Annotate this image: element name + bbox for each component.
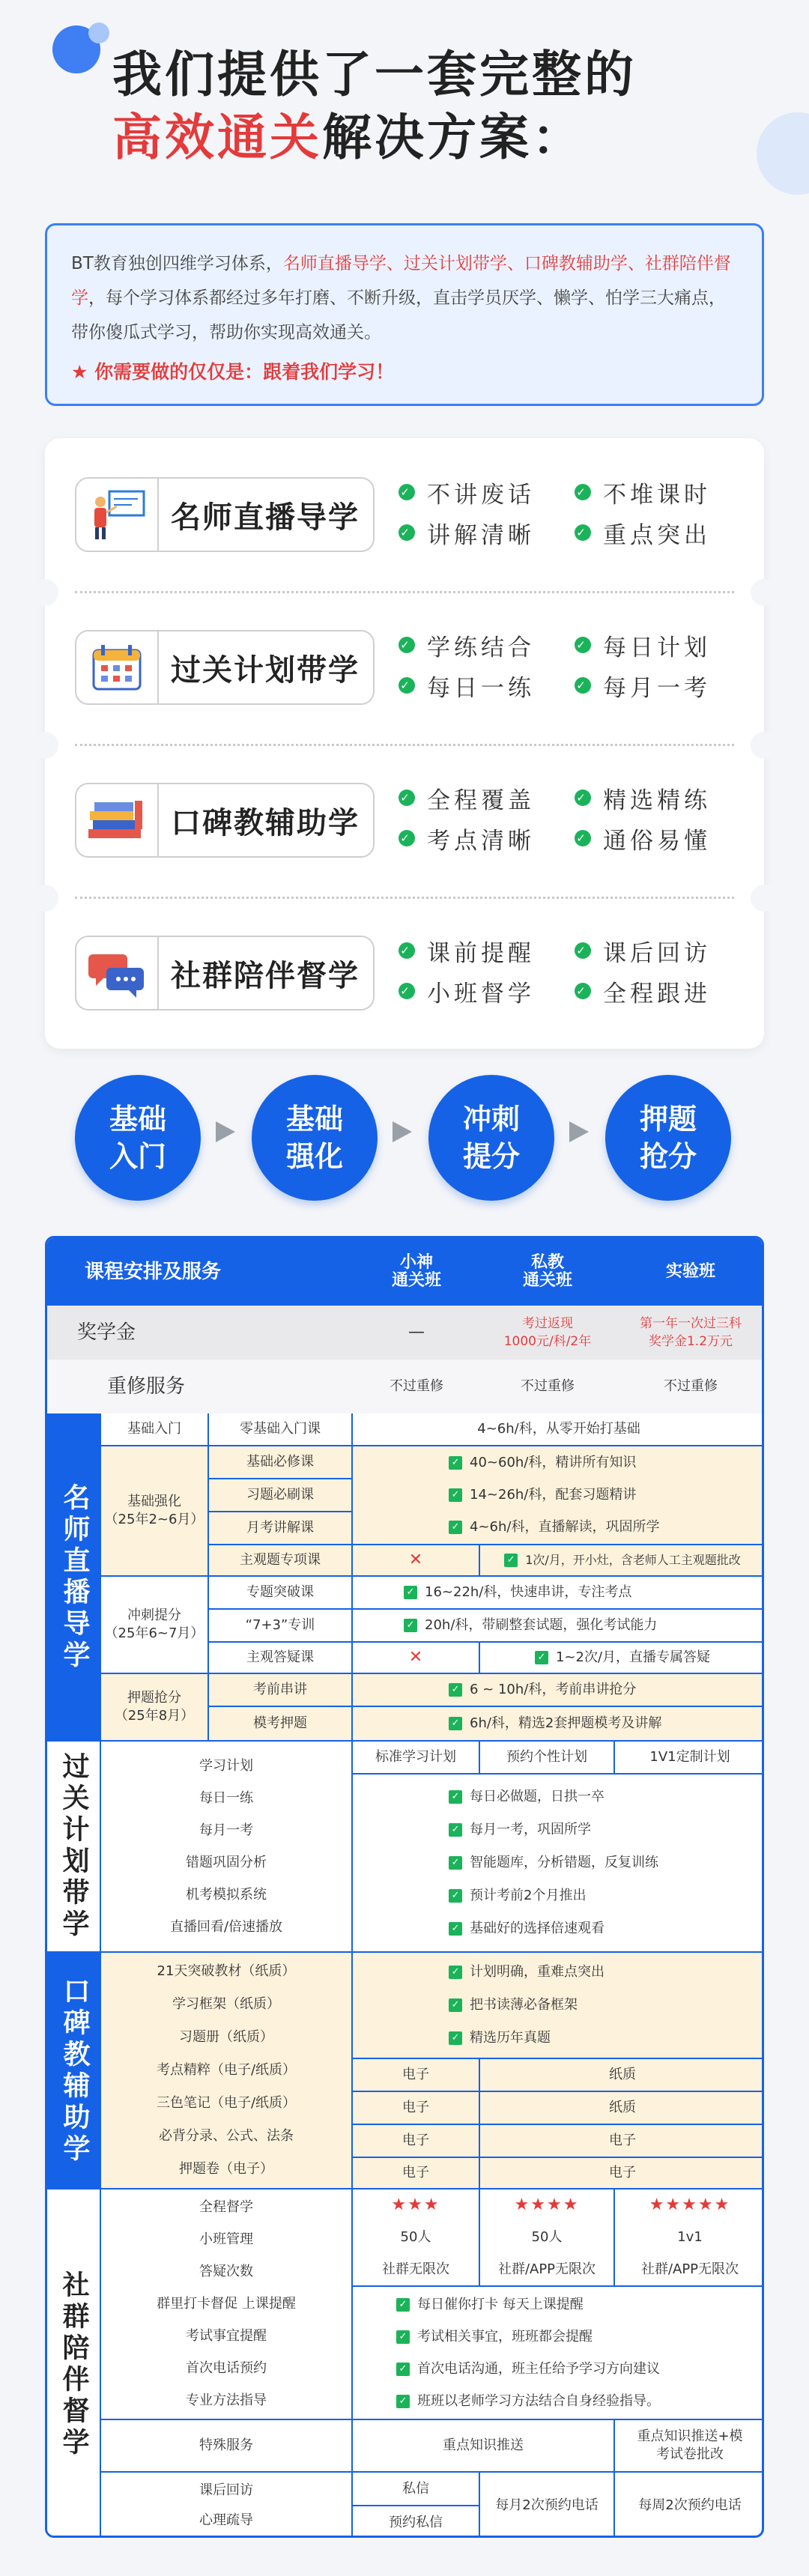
feature-point: ✓ 考点清晰 — [399, 823, 575, 853]
community-c1: ★★★ 50人 社群无限次 — [353, 2189, 480, 2287]
check-icon: ✓ — [449, 1521, 462, 1534]
course-str-3: 月考讲解课 — [209, 1512, 353, 1545]
section-live: 名师直播导学 — [47, 1413, 101, 1742]
books-c2: 纸质 — [480, 2059, 764, 2092]
arrow-right-icon — [393, 1121, 412, 1142]
notch — [751, 579, 778, 606]
check-icon: ✓ — [396, 2298, 410, 2312]
course-final-2: 模考押题 — [209, 1707, 353, 1742]
check-icon: ✓ — [575, 942, 591, 959]
intro-need: ★ 你需要做的仅仅是：跟着我们学习！ — [71, 361, 395, 383]
special-c: 重点知识推送 — [353, 2420, 615, 2473]
feature-pill — [75, 630, 375, 705]
feature-title: 过关计划带学 — [171, 652, 360, 688]
check-icon: ✓ — [399, 942, 415, 959]
features-card — [45, 438, 764, 1049]
x-icon: ✕ — [353, 1643, 480, 1674]
check-icon: ✓ — [575, 830, 591, 846]
feature-books — [75, 744, 749, 871]
feature-title: 名师直播导学 — [171, 500, 360, 535]
check-icon: ✓ — [575, 484, 591, 500]
decor-circle-small — [88, 22, 109, 43]
desc-sprint-2: ✓ 20h/科，带刷整套试题，强化考试能力 — [353, 1610, 764, 1643]
hero-title — [112, 43, 772, 169]
retake-c3: 不过重修 — [615, 1360, 764, 1413]
check-icon: ✓ — [404, 1619, 417, 1632]
steps-row — [75, 1075, 734, 1202]
check-icon: ✓ — [449, 1823, 462, 1837]
section-plan: 过关计划带学 — [47, 1742, 101, 1953]
feature-point: ✓ 课后回访 — [575, 936, 751, 966]
feature-point: ✓ 通俗易懂 — [575, 823, 751, 853]
retake-c1: 不过重修 — [353, 1360, 480, 1413]
row-retake-label: 重修服务 — [47, 1360, 353, 1413]
desc-answer: ✓ 1~2次/月，直播专属答疑 — [480, 1643, 764, 1674]
chat-bubbles-icon — [76, 937, 159, 1009]
course-subjective: 主观题专项课 — [209, 1545, 353, 1577]
check-icon: ✓ — [399, 524, 415, 541]
arrow-right-icon — [569, 1121, 589, 1142]
course-final-1: 考前串讲 — [209, 1674, 353, 1707]
check-icon: ✓ — [449, 1889, 462, 1903]
check-icon: ✓ — [535, 1651, 548, 1664]
visit-c3: 每周2次预约电话 — [615, 2473, 764, 2538]
course-base: 零基础入门课 — [209, 1413, 353, 1446]
check-icon: ✓ — [449, 1856, 462, 1870]
visit-priv: 私信 — [353, 2473, 480, 2506]
step-circle: 押题 抢分 — [605, 1075, 731, 1201]
course-table — [45, 1236, 764, 2538]
feature-point: ✓ 讲解清晰 — [399, 518, 575, 548]
feature-point: ✓ 不堆课时 — [575, 477, 751, 507]
table-title: 课程安排及服务 — [47, 1238, 353, 1306]
desc-final-2: ✓ 6h/科，精选2套押题模考及讲解 — [353, 1707, 764, 1742]
community-c2: ★★★★ 50人 社群/APP无限次 — [480, 2189, 615, 2287]
check-icon: ✓ — [449, 1998, 462, 2012]
plan-h2: 预约个性计划 — [480, 1742, 615, 1775]
stage-sprint: 冲刺提分 （25年6~7月） — [101, 1577, 209, 1674]
special-label: 特殊服务 — [101, 2420, 353, 2473]
visit-priv2: 预约私信 — [353, 2506, 480, 2538]
community-desc: ✓ 每日催你打卡 每天上课提醒 ✓ 考试相关事宜，班班都会提醒 ✓ 首次电话沟通，班主任给予学习方向建议 ✓ 班班以老师学习方法结合自身经验指导。 — [353, 2287, 764, 2420]
notch — [751, 885, 778, 912]
feature-pill — [75, 477, 375, 552]
visit-c2: 每月2次预约电话 — [480, 2473, 615, 2538]
feature-title: 社群陪伴督学 — [171, 958, 360, 993]
course-str-2: 习题必刷课 — [209, 1479, 353, 1512]
check-icon: ✓ — [396, 2395, 410, 2408]
plan-items: 学习计划 每日一练 每月一考 错题巩固分析 机考模拟系统 直播回看/倍速播放 — [101, 1742, 353, 1953]
star-icon: ★★★ — [391, 2195, 440, 2215]
intro-p1: BT教育独创四维学习体系， — [71, 254, 283, 273]
stage-final: 押题抢分 （25年8月） — [101, 1674, 209, 1742]
calendar-icon — [76, 631, 159, 703]
plan-desc: ✓ 每日必做题，日拱一卒 ✓ 每月一考，巩固所学 ✓ 智能题库，分析错题，反复训练 ✓ 预计考前2个月推出 ✓ 基础好的选择倍速观看 — [353, 1775, 764, 1953]
scholar-c3: 第一年一次过三科 奖学金1.2万元 — [615, 1306, 764, 1360]
feature-point: ✓ 全程覆盖 — [399, 783, 575, 813]
row-scholarship-label: 奖学金 — [47, 1306, 353, 1360]
check-icon: ✓ — [449, 1790, 462, 1804]
scholar-c1: — — [353, 1306, 480, 1360]
feature-point: ✓ 课前提醒 — [399, 936, 575, 966]
feature-title: 口碑教辅助学 — [171, 805, 360, 840]
check-icon: ✓ — [399, 790, 415, 806]
check-icon: ✓ — [399, 983, 415, 999]
notch — [751, 732, 778, 759]
books-desc: ✓ 计划明确，重难点突出 ✓ 把书读薄必备框架 ✓ 精选历年真题 — [353, 1953, 764, 2059]
x-icon: ✕ — [353, 1545, 480, 1577]
notch — [31, 885, 58, 912]
check-icon: ✓ — [449, 1717, 462, 1730]
books-c1: 电子 — [353, 2125, 480, 2158]
col-head-3: 实验班 — [615, 1238, 764, 1306]
feature-point: ✓ 精选精练 — [575, 783, 751, 813]
feature-points — [399, 630, 751, 700]
check-icon: ✓ — [399, 830, 415, 846]
check-icon: ✓ — [396, 2330, 410, 2344]
intro-highlight: 名师直播导学、过关计划带学、口碑教辅助学、社群陪伴督学 — [71, 254, 731, 308]
retake-c2: 不过重修 — [480, 1360, 615, 1413]
books-c2: 电子 — [480, 2125, 764, 2158]
feature-point: ✓ 不讲废话 — [399, 477, 575, 507]
feature-community — [75, 897, 749, 1024]
check-icon: ✓ — [399, 637, 415, 653]
course-answer: 主观答疑课 — [209, 1643, 353, 1674]
feature-point: ✓ 小班督学 — [399, 976, 575, 1006]
course-str-1: 基础必修课 — [209, 1446, 353, 1479]
hero-line2-rest: 解决方案： — [322, 109, 584, 166]
check-icon: ✓ — [575, 524, 591, 541]
feature-point: ✓ 重点突出 — [575, 518, 751, 548]
stage-strengthen: 基础强化 （25年2~6月） — [101, 1446, 209, 1577]
check-icon: ✓ — [575, 637, 591, 653]
check-icon: ✓ — [575, 677, 591, 694]
hero-line2 — [112, 106, 772, 169]
notch — [31, 579, 58, 606]
check-icon: ✓ — [449, 1683, 462, 1697]
col-head-2: 私教 通关班 — [480, 1238, 615, 1306]
feature-live — [75, 438, 749, 566]
check-icon: ✓ — [449, 1966, 462, 1979]
check-icon: ✓ — [449, 1488, 462, 1502]
check-icon: ✓ — [449, 1922, 462, 1936]
books-icon — [76, 784, 159, 856]
scholar-c2: 考过返现 1000元/科/2年 — [480, 1306, 615, 1360]
check-icon: ✓ — [404, 1586, 417, 1599]
plan-h3: 1V1定制计划 — [615, 1742, 764, 1775]
books-c2: 电子 — [480, 2158, 764, 2189]
books-items: 21天突破教材（纸质） 学习框架（纸质） 习题册（纸质） 考点精粹（电子/纸质） 三色笔记（电子/纸质） 必背分录、公式、法条 押题卷（电子） — [101, 1953, 353, 2189]
check-icon: ✓ — [396, 2363, 410, 2376]
community-c3: ★★★★★ 1v1 社群/APP无限次 — [615, 2189, 764, 2287]
community-items: 全程督学 小班管理 答疑次数 群里打卡督促 上课提醒 考试事宜提醒 首次电话预约 专业方法指导 — [101, 2189, 353, 2420]
step-circle: 基础 强化 — [252, 1075, 378, 1201]
feature-point: ✓ 每月一考 — [575, 670, 751, 700]
star-icon: ★★★★ — [514, 2195, 580, 2215]
section-books: 口碑教辅助学 — [47, 1953, 101, 2189]
course-sprint-2: “7+3”专训 — [209, 1610, 353, 1643]
books-c1: 电子 — [353, 2092, 480, 2125]
step-circle: 冲刺 提分 — [428, 1075, 554, 1201]
feature-point: ✓ 每日计划 — [575, 630, 751, 660]
books-c1: 电子 — [353, 2158, 480, 2189]
section-community: 社群陪伴督学 — [47, 2189, 101, 2538]
visit-label: 课后回访 心理疏导 — [101, 2473, 353, 2538]
intro-rest: ，每个学习体系都经过多年打磨、不断升级，直击学员厌学、懒学、怕学三大痛点，带你傻瓜式学习，帮助你实现高效通关。 — [71, 288, 726, 342]
stage-base: 基础入门 — [101, 1413, 209, 1446]
feature-plan — [75, 591, 749, 718]
feature-points — [399, 783, 751, 853]
feature-points — [399, 936, 751, 1006]
plan-h1: 标准学习计划 — [353, 1742, 480, 1775]
hero-line2-red: 高效通关 — [112, 109, 322, 166]
hero-line1: 我们提供了一套完整的 — [112, 46, 637, 103]
check-icon: ✓ — [575, 983, 591, 999]
desc-final-1: ✓ 6 ~ 10h/科，考前串讲抢分 — [353, 1674, 764, 1707]
feature-points — [399, 477, 751, 548]
star-icon: ★★★★★ — [649, 2195, 731, 2215]
intro-text — [71, 246, 738, 350]
check-icon: ✓ — [575, 790, 591, 806]
desc-base: 4~6h/科，从零开始打基础 — [353, 1413, 764, 1446]
check-icon: ✓ — [399, 484, 415, 500]
feature-pill — [75, 783, 375, 858]
books-c2: 纸质 — [480, 2092, 764, 2125]
check-icon: ✓ — [504, 1554, 518, 1567]
feature-point: ✓ 全程跟进 — [575, 976, 751, 1006]
check-icon: ✓ — [449, 2031, 462, 2045]
arrow-right-icon — [216, 1121, 235, 1142]
notch — [31, 732, 58, 759]
intro-box — [45, 223, 764, 406]
step-circle: 基础 入门 — [75, 1075, 201, 1201]
desc-subjective: ✓ 1次/月，开小灶，含老师人工主观题批改 — [480, 1545, 764, 1577]
col-head-1: 小神 通关班 — [353, 1238, 480, 1306]
desc-strengthen: ✓ 40~60h/科，精讲所有知识 ✓ 14~26h/科，配套习题精讲 ✓ 4~6h/科，直播解读，巩固所学 — [353, 1446, 764, 1545]
teacher-board-icon — [76, 479, 159, 551]
books-c1: 电子 — [353, 2059, 480, 2092]
course-sprint-1: 专题突破课 — [209, 1577, 353, 1610]
feature-pill — [75, 936, 375, 1010]
check-icon: ✓ — [449, 1456, 462, 1470]
feature-point: ✓ 每日一练 — [399, 670, 575, 700]
feature-point: ✓ 学练结合 — [399, 630, 575, 660]
special-c3: 重点知识推送+模 考试卷批改 — [615, 2420, 764, 2473]
check-icon: ✓ — [399, 677, 415, 694]
desc-sprint-1: ✓ 16~22h/科，快速串讲，专注考点 — [353, 1577, 764, 1610]
